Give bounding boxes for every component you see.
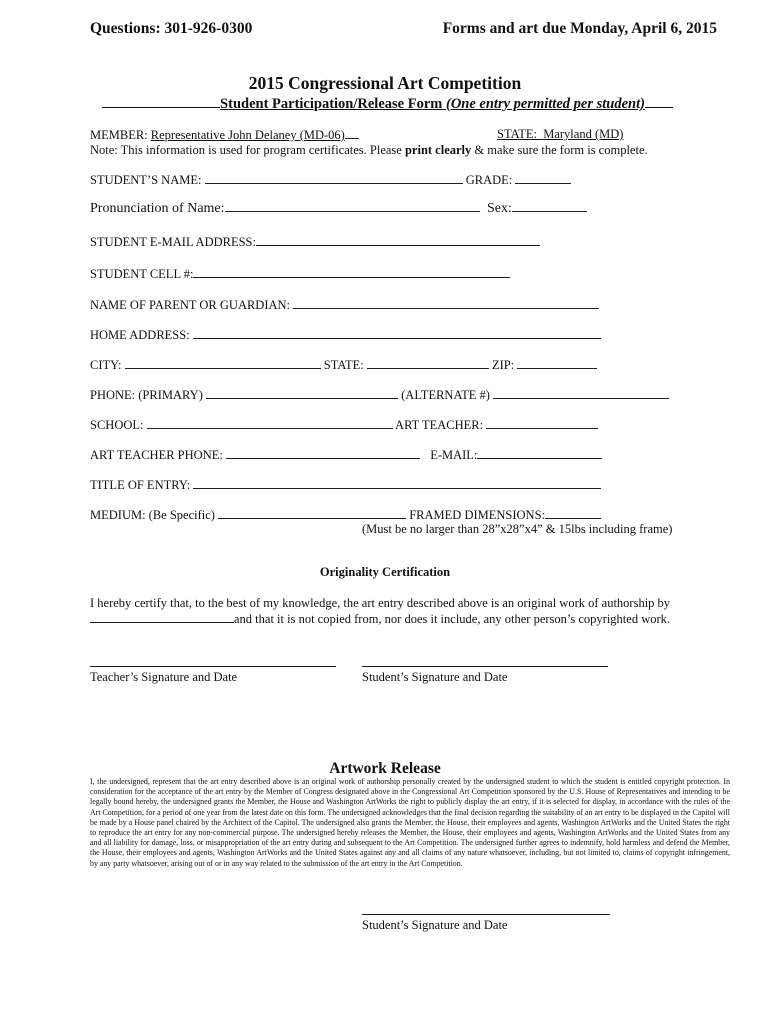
email-label: STUDENT E-MAIL ADDRESS: (90, 235, 256, 249)
school-row (90, 417, 598, 433)
cell-label: STUDENT CELL #: (90, 267, 194, 281)
cell-input[interactable] (193, 266, 510, 278)
parent-label: NAME OF PARENT OR GUARDIAN: (90, 298, 291, 312)
student-name-cert-input[interactable] (90, 611, 234, 623)
due-date: Forms and art due Monday, April 6, 2015 (442, 20, 717, 37)
medium-label: MEDIUM: (Be Specific) (90, 508, 215, 522)
phone-alt-input[interactable] (493, 387, 669, 399)
title-entry-label: TITLE OF ENTRY: (90, 478, 191, 492)
form-subtitle (90, 94, 685, 113)
member-line (90, 127, 359, 143)
grade-label: GRADE: (465, 173, 513, 187)
artwork-release-title: Artwork Release (329, 760, 441, 777)
member-label: MEMBER: (90, 128, 151, 142)
city-row (90, 357, 597, 373)
email-row (90, 234, 540, 250)
teacher-email-input[interactable] (477, 447, 602, 459)
release-signature-label: Student’s Signature and Date (362, 918, 508, 932)
state-input[interactable] (367, 357, 489, 369)
teacher-signature-line[interactable] (90, 666, 336, 667)
phone-primary-label: PHONE: (PRIMARY) (90, 388, 203, 402)
city-input[interactable] (125, 357, 321, 369)
framed-dimensions-label: FRAMED DIMENSIONS: (409, 508, 546, 522)
teacher-phone-label: ART TEACHER PHONE: (90, 448, 223, 462)
certification-line-2: and that it is not copied from, nor does it include, any other person’s copyrighted work. (234, 612, 671, 626)
student-name-row (90, 172, 571, 188)
title-entry-row (90, 477, 601, 493)
subtitle-italic: (One entry permitted per student) (445, 96, 645, 112)
certification-line-2-row (90, 611, 670, 627)
phone-alt-label: (ALTERNATE #) (401, 388, 490, 402)
note-bold: print clearly (404, 143, 472, 157)
subtitle-main: Student Participation/Release Form (220, 96, 446, 112)
state-field-label: STATE: (323, 358, 364, 372)
subtitle-underline-right (645, 94, 673, 108)
student-name-label: STUDENT’S NAME: (90, 173, 202, 187)
teacher-phone-input[interactable] (226, 447, 420, 459)
release-signature-line[interactable] (362, 914, 610, 915)
note-text: Note: This information is used for program certificates. Please (90, 143, 405, 157)
print-note (90, 143, 648, 158)
teacher-signature-label: Teacher’s Signature and Date (90, 670, 238, 684)
form-title: 2015 Congressional Art Competition (248, 73, 522, 93)
certification-text (90, 596, 670, 627)
home-address-label: HOME ADDRESS: (90, 328, 190, 342)
medium-row (90, 507, 601, 523)
sex-row (487, 200, 587, 217)
parent-row (90, 297, 599, 313)
member-underline (345, 127, 359, 139)
cell-row (90, 266, 510, 282)
medium-input[interactable] (218, 507, 406, 519)
home-address-input[interactable] (193, 327, 601, 339)
zip-label: ZIP: (491, 358, 515, 372)
art-teacher-label: ART TEACHER: (395, 418, 484, 432)
dimensions-note: (Must be no larger than 28”x28”x4” & 15lbs including frame) (362, 522, 673, 536)
questions-phone: Questions: 301-926-0300 (90, 20, 253, 37)
teacher-email-label: E-MAIL: (430, 448, 478, 462)
framed-dimensions-input[interactable] (545, 507, 601, 519)
teacher-phone-row (90, 447, 602, 463)
student-signature-line[interactable] (362, 666, 608, 667)
title-entry-input[interactable] (193, 477, 601, 489)
sex-input[interactable] (512, 200, 587, 212)
certification-line-1: I hereby certify that, to the best of my knowledge, the art entry described above is an original work of authorship by (90, 596, 671, 610)
state-value: Maryland (MD) (543, 127, 624, 141)
home-address-row (90, 327, 601, 343)
sex-label: Sex: (487, 201, 512, 216)
grade-input[interactable] (515, 172, 571, 184)
member-value: Representative John Delaney (MD-06) (150, 128, 345, 142)
student-signature-label: Student’s Signature and Date (362, 670, 508, 684)
email-input[interactable] (256, 234, 540, 246)
city-label: CITY: (90, 358, 122, 372)
student-name-input[interactable] (205, 172, 463, 184)
parent-input[interactable] (293, 297, 599, 309)
art-teacher-input[interactable] (486, 417, 598, 429)
pronunciation-label: Pronunciation of Name: (90, 201, 225, 216)
phone-row (90, 387, 669, 403)
subtitle-underline-left (102, 94, 220, 108)
school-input[interactable] (147, 417, 393, 429)
phone-primary-input[interactable] (206, 387, 398, 399)
certification-title: Originality Certification (319, 565, 451, 579)
state-line (497, 127, 623, 142)
pronunciation-input[interactable] (225, 200, 480, 212)
zip-input[interactable] (517, 357, 597, 369)
state-label: STATE: (497, 127, 537, 141)
school-label: SCHOOL: (90, 418, 144, 432)
artwork-release-text: I, the undersigned, represent that the art entry described above is an original work of authorship personally created by the undersigned student to which the student is entitled copyright protection. In consideration for the acceptance of the art entry by the Member of Congress designated above in the Congressional Art Competition sponsored by the U.S. House of Representatives and intending to be legally bound hereby, the undersigned grants the Member, the House and Washington ArtWorks the right to publicly display the art entry, if it is selected for display, in accordance with the rules of the Art Competition, for a period of one year from the latest date on this form. The undersigned acknowledges that the final decision regarding the suitability of an art entry to be displayed in the Capitol will be made by a House panel chaired by the Architect of the Capitol. The undersigned also grants the Member, the House, their employees and agents, Washington ArtWorks and the United States the right to reproduce the art entry for any non-commercial purpose. The undersigned hereby releases the Member, the House, their employees and agents, Washington ArtWorks and the United States from any and all liability for damage, loss, or misappropriation of the art entry during and subsequent to the Art Competition. The undersigned further agrees to indemnify, hold harmless and defend the Member, the House, their employees and agents, Washington ArtWorks and the United States against any and all claims of any nature whatsoever, including, but not limited to, claims of copyright infringement, by any party whatsoever, arising out of or in any way related to the submission of the art entry in the Art Competition. (90, 777, 730, 868)
note-text-end: & make sure the form is complete. (471, 143, 648, 157)
pronunciation-row (90, 200, 480, 217)
